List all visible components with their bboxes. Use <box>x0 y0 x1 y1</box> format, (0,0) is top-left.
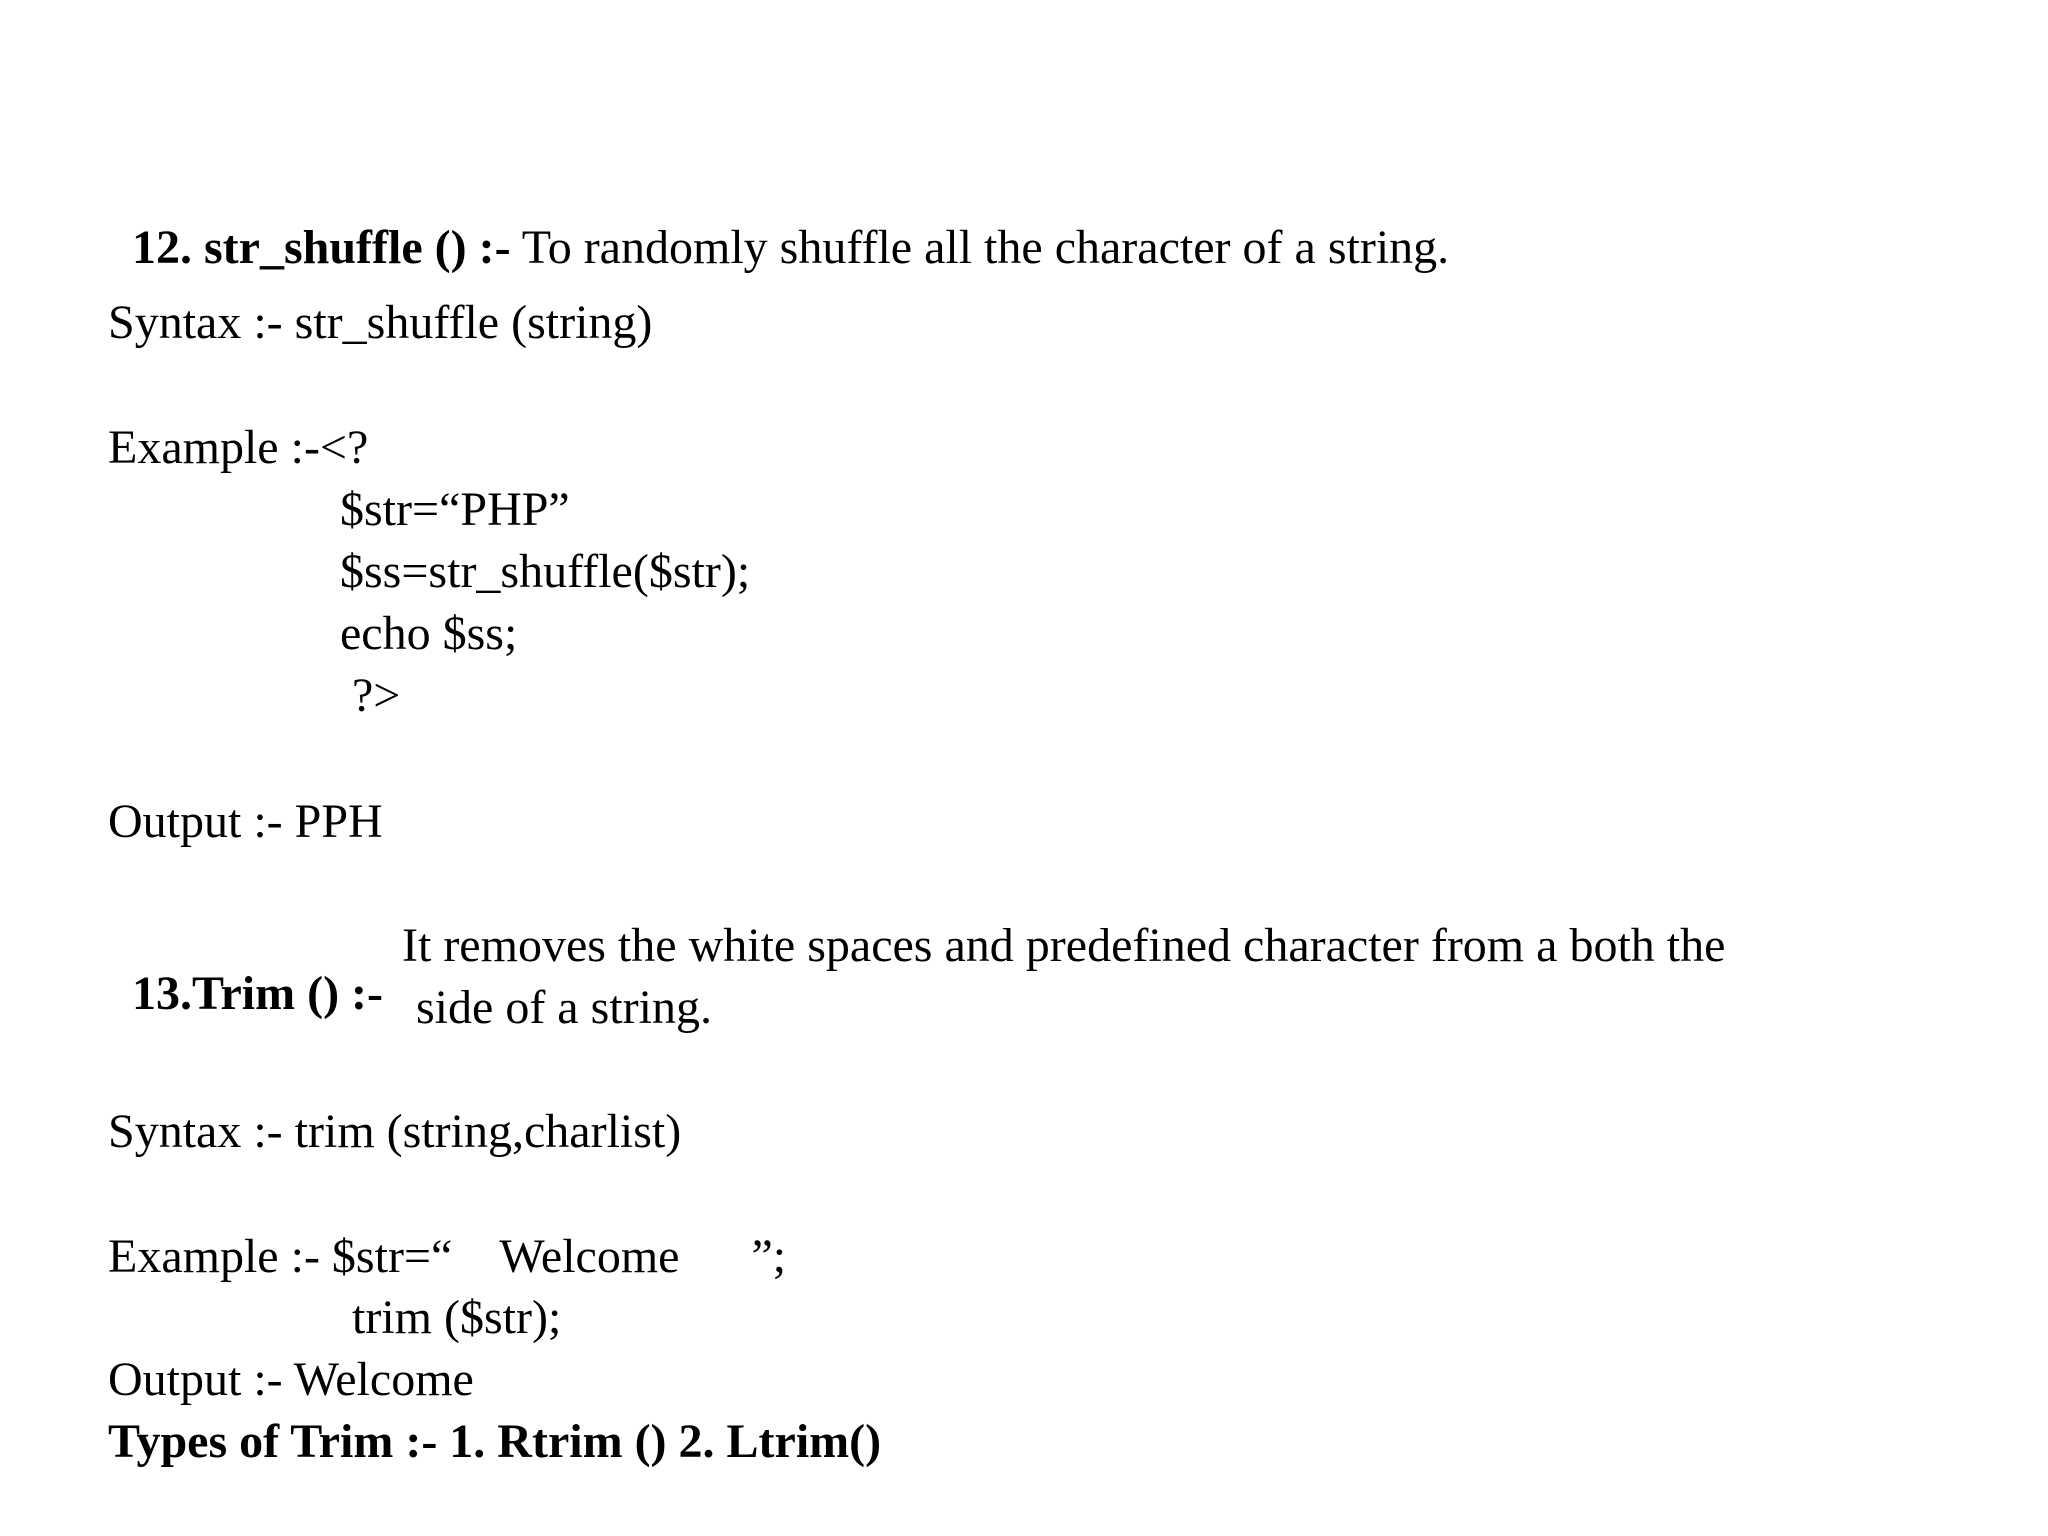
section-12-example-label: Example :-<? <box>108 421 369 474</box>
section-13-example-line-1: Example :- $str=“ Welcome ”; <box>108 1230 787 1283</box>
section-13-syntax: Syntax :- trim (string,charlist) <box>108 1105 682 1158</box>
section-13-description-line-2: side of a string. <box>416 981 712 1034</box>
section-12-code-line-4: ?> <box>352 669 401 722</box>
section-12-description: To randomly shuffle all the character of a string. <box>510 221 1450 274</box>
section-12-output: Output :- PPH <box>108 795 383 848</box>
section-12-code-line-1: $str=“PHP” <box>340 483 570 536</box>
section-12-title-line <box>108 176 1449 272</box>
section-12-code-line-2: $ss=str_shuffle($str); <box>340 545 751 598</box>
section-13-heading: 13.Trim () :- <box>132 967 384 1020</box>
section-12-heading: 12. str_shuffle () :- <box>132 221 511 274</box>
section-13-types: Types of Trim :- 1. Rtrim () 2. Ltrim() <box>108 1415 882 1468</box>
section-13-output: Output :- Welcome <box>108 1353 474 1406</box>
section-12-syntax: Syntax :- str_shuffle (string) <box>108 296 653 349</box>
section-13-description-line-1: It removes the white spaces and predefined character from a both the <box>402 919 1726 972</box>
section-12-code-line-3: echo $ss; <box>340 607 518 660</box>
section-13-title-line <box>108 922 383 1018</box>
section-13-example-line-2: trim ($str); <box>352 1291 562 1344</box>
